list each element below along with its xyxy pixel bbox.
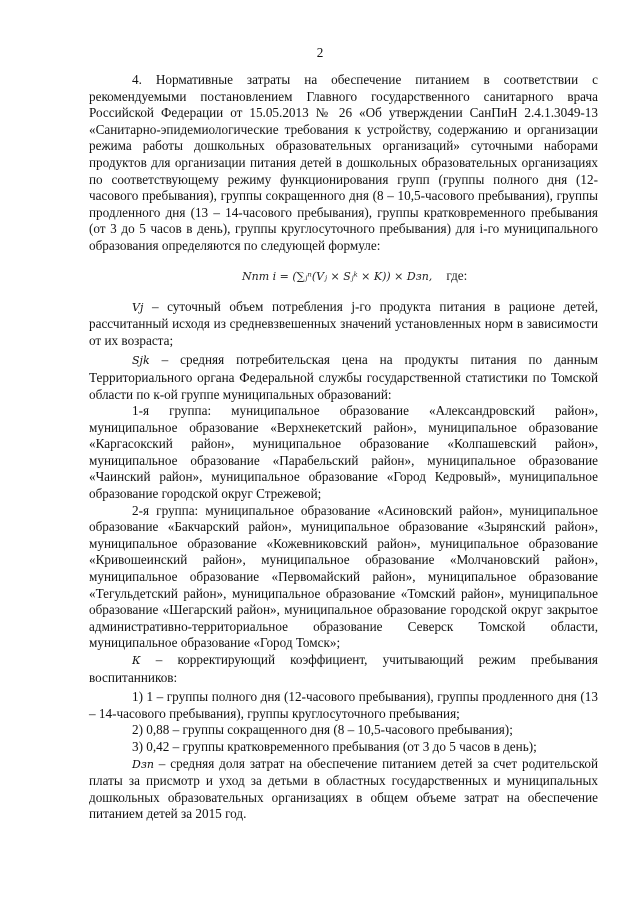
paragraph-4: 4. Нормативные затраты на обеспечение питанием в соответствии с рекомендуемыми постановлением Главного государственного санитарного врача Российской Федерации от 15.05.2013 № 26 «Об утверждении СанПиН 2.4.1.3049-13 «Санитарно-эпидемиологические требования к устройству, содержанию и организации режима работы дошкольных образовательных организаций» суточными наборами продуктов для организации питания детей в дошкольных образовательных организациях по соответствующему режиму функционирования групп (группы полного дня (12-часового пребывания), группы сокращенного дня (8 – 10,5-часового пребывания), группы продленного дня (13 – 14-часового пребывания), группы кратковременного пребывания (от 3 до 5 часов в день), группы круглосуточного пребывания) для i-го муниципального образования определяются по следующей формуле: xyxy=(89,72,598,253)
symbol-vj: Vj xyxy=(132,300,144,314)
page-number: 2 xyxy=(316,45,324,60)
definition-k xyxy=(89,652,598,686)
formula xyxy=(242,268,467,286)
formula-expression: Nпт i = (∑ⱼⁿ(Vⱼ × Sⱼᵏ × K)) × Dзп, xyxy=(242,269,433,283)
definition-dzp-text: – средняя доля затрат на обеспечение питанием детей за счет родительской платы за присмотр и уход за детьми в областных государственных и муниципальных дошкольных образовательных организациях в общем объеме затрат на обеспечение питанием детей за 2015 год. xyxy=(89,755,599,822)
definition-vj xyxy=(89,299,598,350)
definition-k-text: – корректирующий коэффициент, учитывающий режим пребывания воспитанников: xyxy=(89,652,598,685)
definition-dzp xyxy=(89,756,598,823)
formula-block xyxy=(89,255,598,299)
group-1: 1-я группа: муниципальное образование «Александровский район», муниципальное образование «Верхнекетский район», муниципальное образование «Каргасокский район», муниципальное образование «Колпашевский район», муниципальное образование «Парабельский район», муниципальное образование «Чаинский район», муниципальное образование «Город Кедровый», муниципальное образование городской округ Стрежевой; xyxy=(89,403,598,502)
definition-sjk-text: – средняя потребительская цена на продукты питания по данным Территориального органа Федеральной службы государственной статистики по Томской области по к-ой группе муниципальных образований: xyxy=(89,352,598,402)
symbol-dzp: Dзп xyxy=(132,757,154,771)
symbol-sjk: Sjk xyxy=(132,354,150,368)
coefficient-3: 3) 0,42 – группы кратковременного пребывания (от 3 до 5 часов в день); xyxy=(132,738,537,754)
definition-sjk xyxy=(89,352,598,403)
coefficient-1: 1) 1 – группы полного дня (12-часового пребывания), группы продленного дня (13 – 14-часового пребывания), группы круглосуточного пребывания; xyxy=(89,689,598,721)
definition-vj-text: – суточный объем потребления j-го продукта питания в рационе детей, рассчитанный исходя из средневзвешенных значений установленных норм в зависимости от их возраста; xyxy=(89,298,599,348)
coefficient-2: 2) 0,88 – группы сокращенного дня (8 – 10,5-часового пребывания); xyxy=(132,722,513,738)
symbol-k: К xyxy=(132,654,141,667)
group-2: 2-я группа: муниципальное образование «Асиновский район», муниципальное образование «Бакчарский район», муниципальное образование «Зырянский район», муниципальное образование «Кожевниковский район», муниципальное образование «Кривошеинский район», муниципальное образование «Молчановский район», муниципальное образование «Первомайский район», муниципальное образование «Тегульдетский район», муниципальное образование «Томский район», муниципальное образование «Шегарский район», муниципальное образование городской округ закрытое административно-территориальное образование Северск Томской области, муниципальное образование «Город Томск»; xyxy=(89,502,598,651)
formula-where: где: xyxy=(446,267,468,283)
document-body xyxy=(89,72,598,823)
